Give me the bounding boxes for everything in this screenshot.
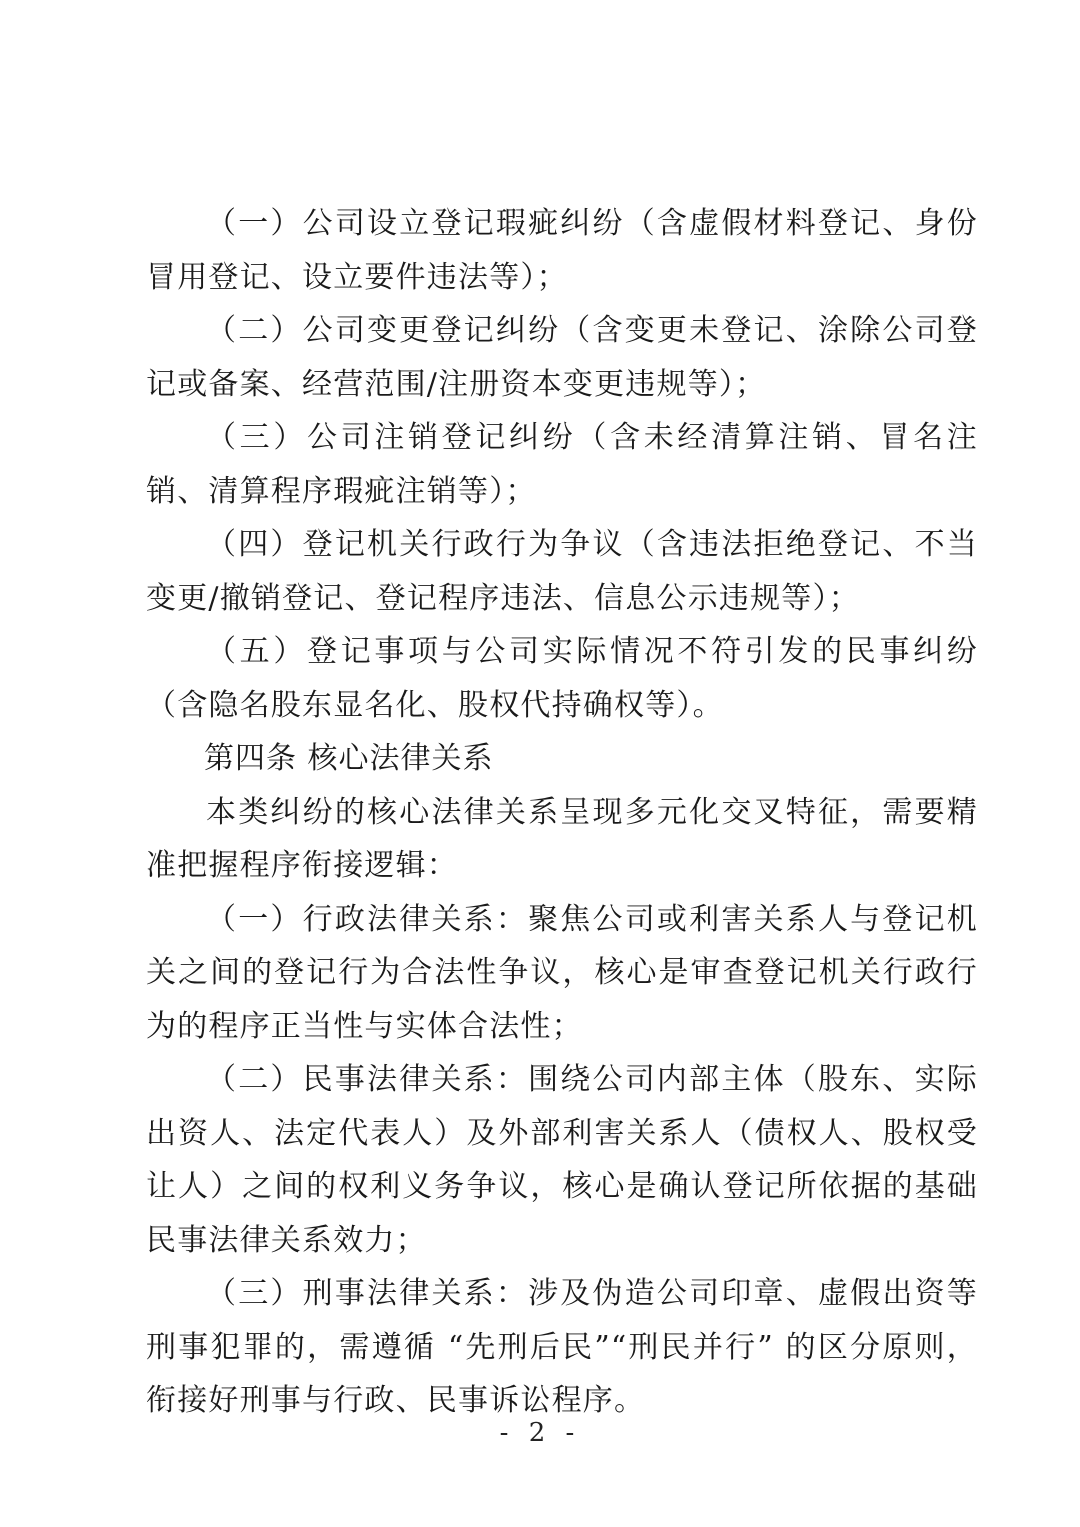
relation-item-administrative: （一）行政法律关系：聚焦公司或利害关系人与登记机关之间的登记行为合法性争议，核心是审查登记机关行政行为的程序正当性与实体合法性； — [146, 901, 978, 1044]
relation-item-civil: （二）民事法律关系：围绕公司内部主体（股东、实际出资人、法定代表人）及外部利害关系人（债权人、股权受让人）之间的权利义务争议，核心是确认登记所依据的基础民事法律关系效力； — [146, 1062, 978, 1258]
list-item-2: （二）公司变更登记纠纷（含变更未登记、涂除公司登记或备案、经营范围/注册资本变更违规等）； — [146, 313, 978, 402]
list-item-5: （五）登记事项与公司实际情况不符引发的民事纠纷（含隐名股东显名化、股权代持确权等）。 — [146, 634, 978, 723]
list-item-4: （四）登记机关行政行为争议（含违法拒绝登记、不当变更/撤销登记、登记程序违法、信息公示违规等）； — [146, 527, 978, 616]
relation-item-criminal: （三）刑事法律关系：涉及伪造公司印章、虚假出资等刑事犯罪的，需遵循 “先刑后民”“刑民并行” 的区分原则，衔接好刑事与行政、民事诉讼程序。 — [146, 1276, 978, 1418]
page-number: - 2 - — [499, 1418, 581, 1448]
list-item-3: （三）公司注销登记纠纷（含未经清算注销、冒名注销、清算程序瑕疵注销等）； — [146, 420, 978, 509]
article-intro: 本类纠纷的核心法律关系呈现多元化交叉特征，需要精准把握程序衔接逻辑： — [146, 794, 978, 883]
document-body — [146, 197, 978, 1428]
article-heading: 第四条 核心法律关系 — [204, 741, 494, 776]
list-item-1: （一）公司设立登记瑕疵纠纷（含虚假材料登记、身份冒用登记、设立要件违法等）； — [146, 206, 978, 295]
